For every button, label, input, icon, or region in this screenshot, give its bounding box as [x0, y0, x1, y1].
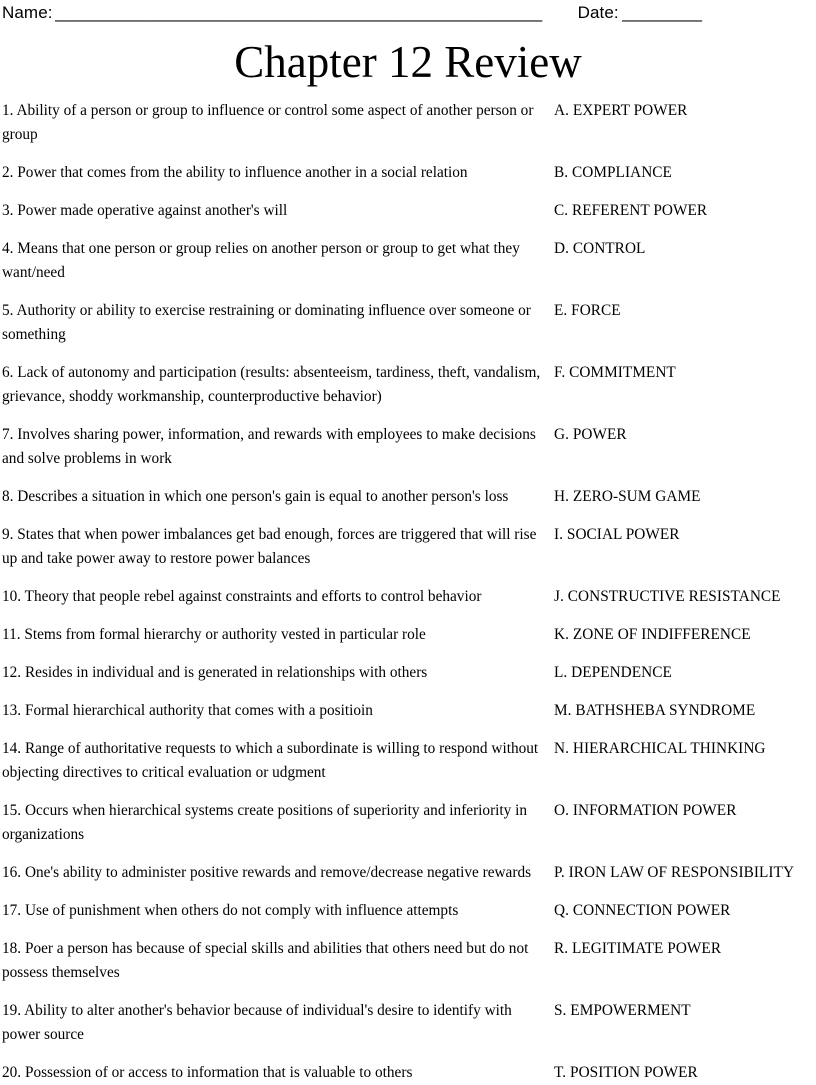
- matching-row: [2, 161, 814, 185]
- question-text: 4. Means that one person or group relies on another person or group to get what they want/need: [2, 240, 520, 281]
- name-label: Name:: [2, 3, 53, 22]
- question-text: 20. Possession of or access to information that is valuable to others: [2, 1064, 413, 1081]
- question-text: 18. Poer a person has because of special skills and abilities that others need but do not possess themselves: [2, 940, 529, 981]
- question-text: 15. Occurs when hierarchical systems create positions of superiority and inferiority in organizations: [2, 802, 528, 843]
- page-title: Chapter 12 Review: [234, 37, 582, 87]
- answer-option: N. HIERARCHICAL THINKING: [554, 740, 766, 757]
- question-text: 19. Ability to alter another's behavior because of individual's desire to identify with power source: [2, 1002, 512, 1043]
- matching-row: [2, 237, 814, 285]
- matching-row: [2, 999, 814, 1047]
- matching-row: [2, 199, 814, 223]
- answer-option: Q. CONNECTION POWER: [554, 902, 731, 919]
- matching-row: [2, 699, 814, 723]
- question-text: 5. Authority or ability to exercise restraining or dominating influence over someone or something: [2, 302, 531, 343]
- answer-option: T. POSITION POWER: [554, 1064, 698, 1081]
- matching-row: [2, 523, 814, 571]
- answer-option: R. LEGITIMATE POWER: [554, 940, 722, 957]
- matching-row: [2, 661, 814, 685]
- answer-option: G. POWER: [554, 426, 627, 443]
- matching-row: [2, 1061, 814, 1085]
- question-text: 3. Power made operative against another's will: [2, 202, 288, 219]
- question-text: 1. Ability of a person or group to influence or control some aspect of another person or group: [2, 102, 534, 143]
- matching-row: [2, 299, 814, 347]
- answer-option: C. REFERENT POWER: [554, 202, 708, 219]
- answer-option: K. ZONE OF INDIFFERENCE: [554, 626, 751, 643]
- answer-option: S. EMPOWERMENT: [554, 1002, 691, 1019]
- worksheet-header: [0, 0, 816, 24]
- matching-row: [2, 585, 814, 609]
- matching-row: [2, 937, 814, 985]
- matching-row: [2, 623, 814, 647]
- question-text: 2. Power that comes from the ability to influence another in a social relation: [2, 164, 468, 181]
- name-input-blank[interactable]: _______________________________________________________: [54, 3, 542, 22]
- answer-option: D. CONTROL: [554, 240, 646, 257]
- question-text: 7. Involves sharing power, information, and rewards with employees to make decisions and solve problems in work: [2, 426, 536, 467]
- date-label: Date:: [577, 3, 619, 22]
- matching-row: [2, 99, 814, 147]
- matching-row: [2, 361, 814, 409]
- question-text: 10. Theory that people rebel against constraints and efforts to control behavior: [2, 588, 482, 605]
- question-text: 6. Lack of autonomy and participation (results: absenteeism, tardiness, theft, vandalism, grievance, shoddy workmanship, counterproductive behavior): [2, 364, 541, 405]
- answer-option: E. FORCE: [554, 302, 621, 319]
- matching-row: [2, 737, 814, 785]
- question-text: 13. Formal hierarchical authority that comes with a positioin: [2, 702, 373, 719]
- answer-option: L. DEPENDENCE: [554, 664, 672, 681]
- question-text: 14. Range of authoritative requests to which a subordinate is willing to respond without objecting directives to critical evaluation or udgment: [2, 740, 539, 781]
- answer-option: P. IRON LAW OF RESPONSIBILITY: [554, 864, 795, 881]
- answer-option: M. BATHSHEBA SYNDROME: [554, 702, 756, 719]
- matching-row: [2, 423, 814, 471]
- matching-row: [2, 861, 814, 885]
- answer-option: B. COMPLIANCE: [554, 164, 672, 181]
- question-text: 17. Use of punishment when others do not comply with influence attempts: [2, 902, 459, 919]
- matching-list: [0, 85, 816, 1085]
- answer-option: I. SOCIAL POWER: [554, 526, 680, 543]
- matching-row: [2, 485, 814, 509]
- question-text: 12. Resides in individual and is generated in relationships with others: [2, 664, 428, 681]
- matching-row: [2, 799, 814, 847]
- answer-option: H. ZERO-SUM GAME: [554, 488, 701, 505]
- question-text: 8. Describes a situation in which one person's gain is equal to another person's loss: [2, 488, 509, 505]
- answer-option: A. EXPERT POWER: [554, 102, 688, 119]
- answer-option: F. COMMITMENT: [554, 364, 676, 381]
- question-text: 16. One's ability to administer positive rewards and remove/decrease negative rewards: [2, 864, 532, 881]
- date-input-blank[interactable]: _________: [621, 3, 702, 22]
- matching-row: [2, 899, 814, 923]
- question-text: 11. Stems from formal hierarchy or authority vested in particular role: [2, 626, 426, 643]
- question-text: 9. States that when power imbalances get bad enough, forces are triggered that will rise up and take power away to restore power balances: [2, 526, 537, 567]
- answer-option: J. CONSTRUCTIVE RESISTANCE: [554, 588, 781, 605]
- answer-option: O. INFORMATION POWER: [554, 802, 737, 819]
